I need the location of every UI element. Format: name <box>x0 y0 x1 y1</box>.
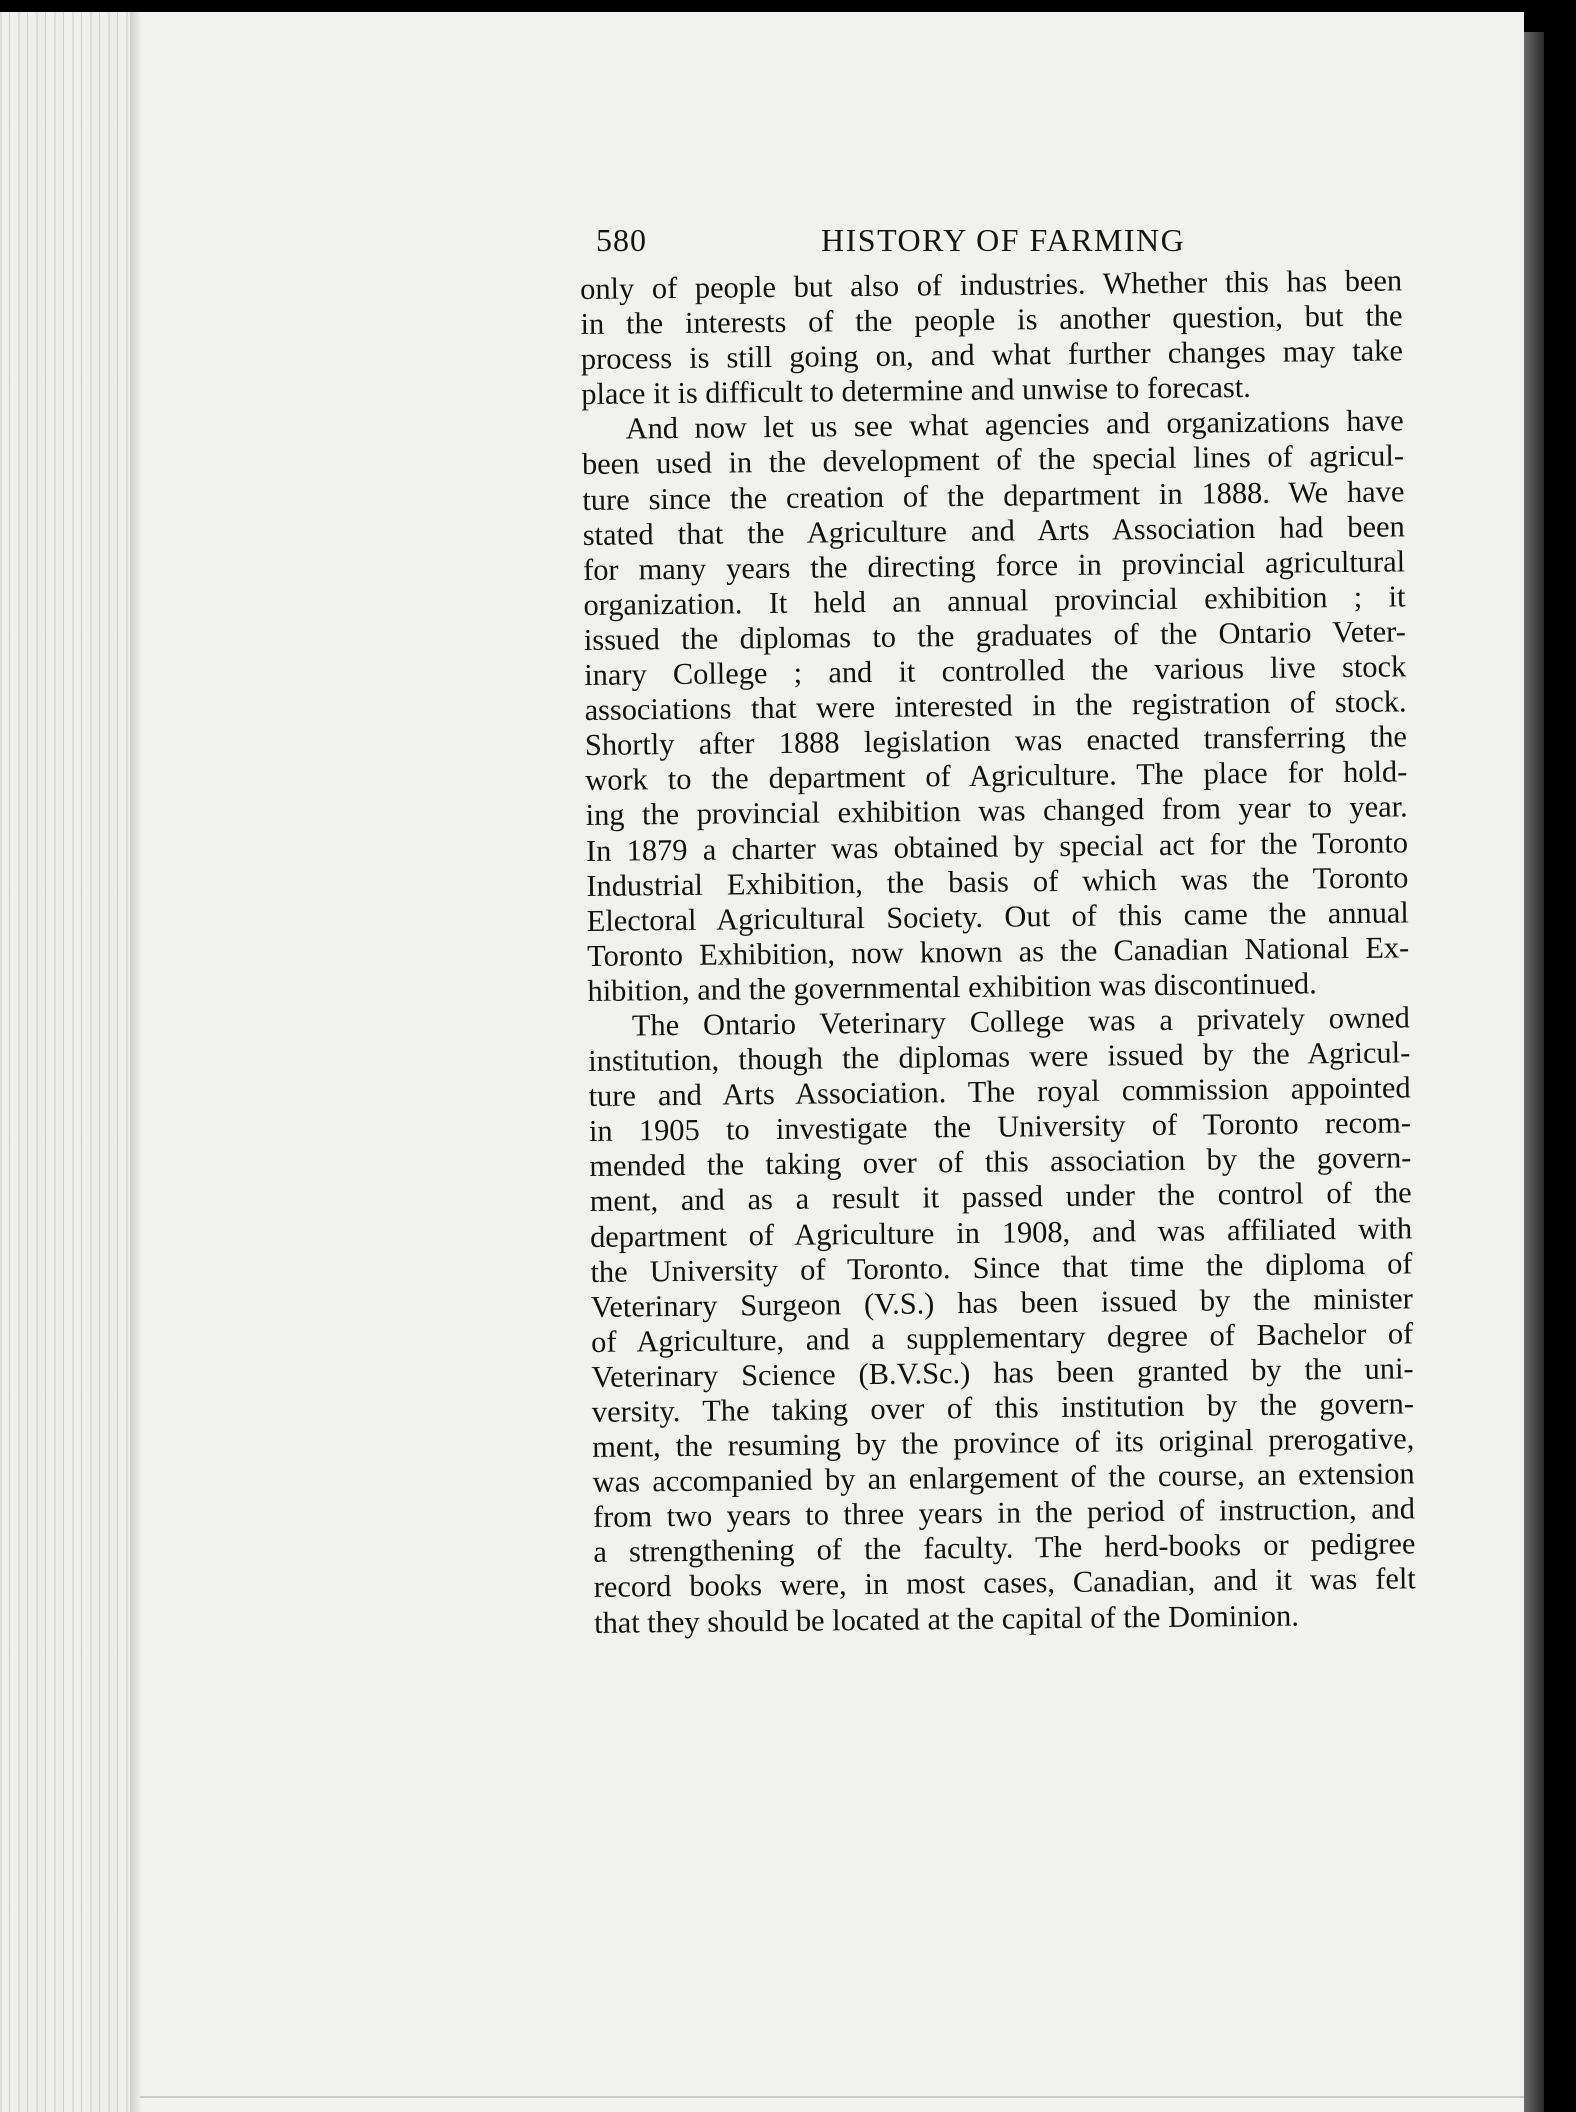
text-line: of Agriculture, and a supplementary degree of Bachelor of <box>591 1316 1414 1359</box>
text-line: Toronto Exhibition, now known as the Canadian National Ex- <box>586 930 1410 973</box>
text-line: department of Agriculture in 1908, and was affiliated with <box>589 1210 1413 1254</box>
text-line: versity. The taking over of this institution by the govern- <box>591 1386 1415 1429</box>
text-line: work to the department of Agriculture. The place for hold- <box>585 754 1408 798</box>
page-edges <box>0 12 140 2112</box>
text-line: record books were, in most cases, Canadian, and it was felt <box>593 1561 1416 1605</box>
text-line: ing the provincial exhibition was changed from year to year. <box>585 789 1408 833</box>
text-line: institution, though the diplomas were issued by the Agricul- <box>588 1035 1411 1079</box>
text-line: ture and Arts Association. The royal commission appointed <box>588 1070 1411 1114</box>
text-line: stated that the Agriculture and Arts Association had been <box>582 509 1405 552</box>
text-line: in 1905 to investigate the University of Toronto recom- <box>588 1105 1412 1149</box>
text-line: And now let us see what agencies and organizations have <box>625 403 1404 446</box>
text-line: the University of Toronto. Since that time the diploma of <box>590 1245 1413 1289</box>
text-line: issued the diplomas to the graduates of the Ontario Veter- <box>583 614 1406 657</box>
text-line: In 1879 a charter was obtained by special act for the Toronto <box>585 824 1409 868</box>
text-line: Veterinary Surgeon (V.S.) has been issued by the minister <box>590 1281 1413 1324</box>
text-line: process is still going on, and what further changes may take <box>580 333 1404 377</box>
text-line: been used in the development of the special lines of agricul- <box>581 438 1405 482</box>
text-line: that they should be located at the capital of the Dominion. <box>593 1598 1299 1640</box>
running-head <box>596 222 1196 262</box>
text-line: hibition, and the governmental exhibition was discontinued. <box>587 966 1317 1008</box>
gutter-shadow <box>130 12 142 2112</box>
text-line: The Ontario Veterinary College was a privately owned <box>631 1000 1411 1043</box>
text-line: Shortly after 1888 legislation was enacted transferring the <box>584 719 1408 763</box>
text-line: from two years to three years in the period of instruction, and <box>592 1491 1416 1535</box>
text-line: inary College ; and it controlled the various live stock <box>584 649 1407 693</box>
text-line: place it is difficult to determine and unwise to forecast. <box>581 370 1251 412</box>
text-line: only of people but also of industries. Whether this has been <box>580 263 1403 306</box>
text-line: ment, the resuming by the province of its original prerogative, <box>592 1421 1415 1465</box>
page-bottom-edge <box>140 2096 1524 2098</box>
text-line: organization. It held an annual provincial exhibition ; it <box>583 579 1406 622</box>
text-line: Industrial Exhibition, the basis of which was the Toronto <box>586 859 1409 903</box>
body-text <box>580 263 1416 1640</box>
text-line: for many years the directing force in provincial agricultural <box>582 544 1406 587</box>
text-line: mended the taking over of this association by the govern- <box>589 1140 1412 1184</box>
text-line: associations that were interested in the registration of stock. <box>584 684 1407 728</box>
text-line: Veterinary Science (B.V.Sc.) has been granted by the uni- <box>591 1351 1414 1394</box>
book-cover-edge <box>1524 32 1544 2112</box>
text-line: was accompanied by an enlargement of the course, an extension <box>592 1456 1415 1500</box>
text-line: in the interests of the people is another question, but the <box>580 298 1403 342</box>
text-line: ment, and as a result it passed under the control of the <box>589 1175 1412 1219</box>
page-number: 580 <box>596 222 647 258</box>
text-line: Electoral Agricultural Society. Out of this came the annual <box>586 895 1409 938</box>
text-line: ture since the creation of the department in 1888. We have <box>582 473 1405 517</box>
text-line: a strengthening of the faculty. The herd-books or pedigree <box>593 1526 1416 1570</box>
running-title: HISTORY OF FARMING <box>821 222 1186 258</box>
